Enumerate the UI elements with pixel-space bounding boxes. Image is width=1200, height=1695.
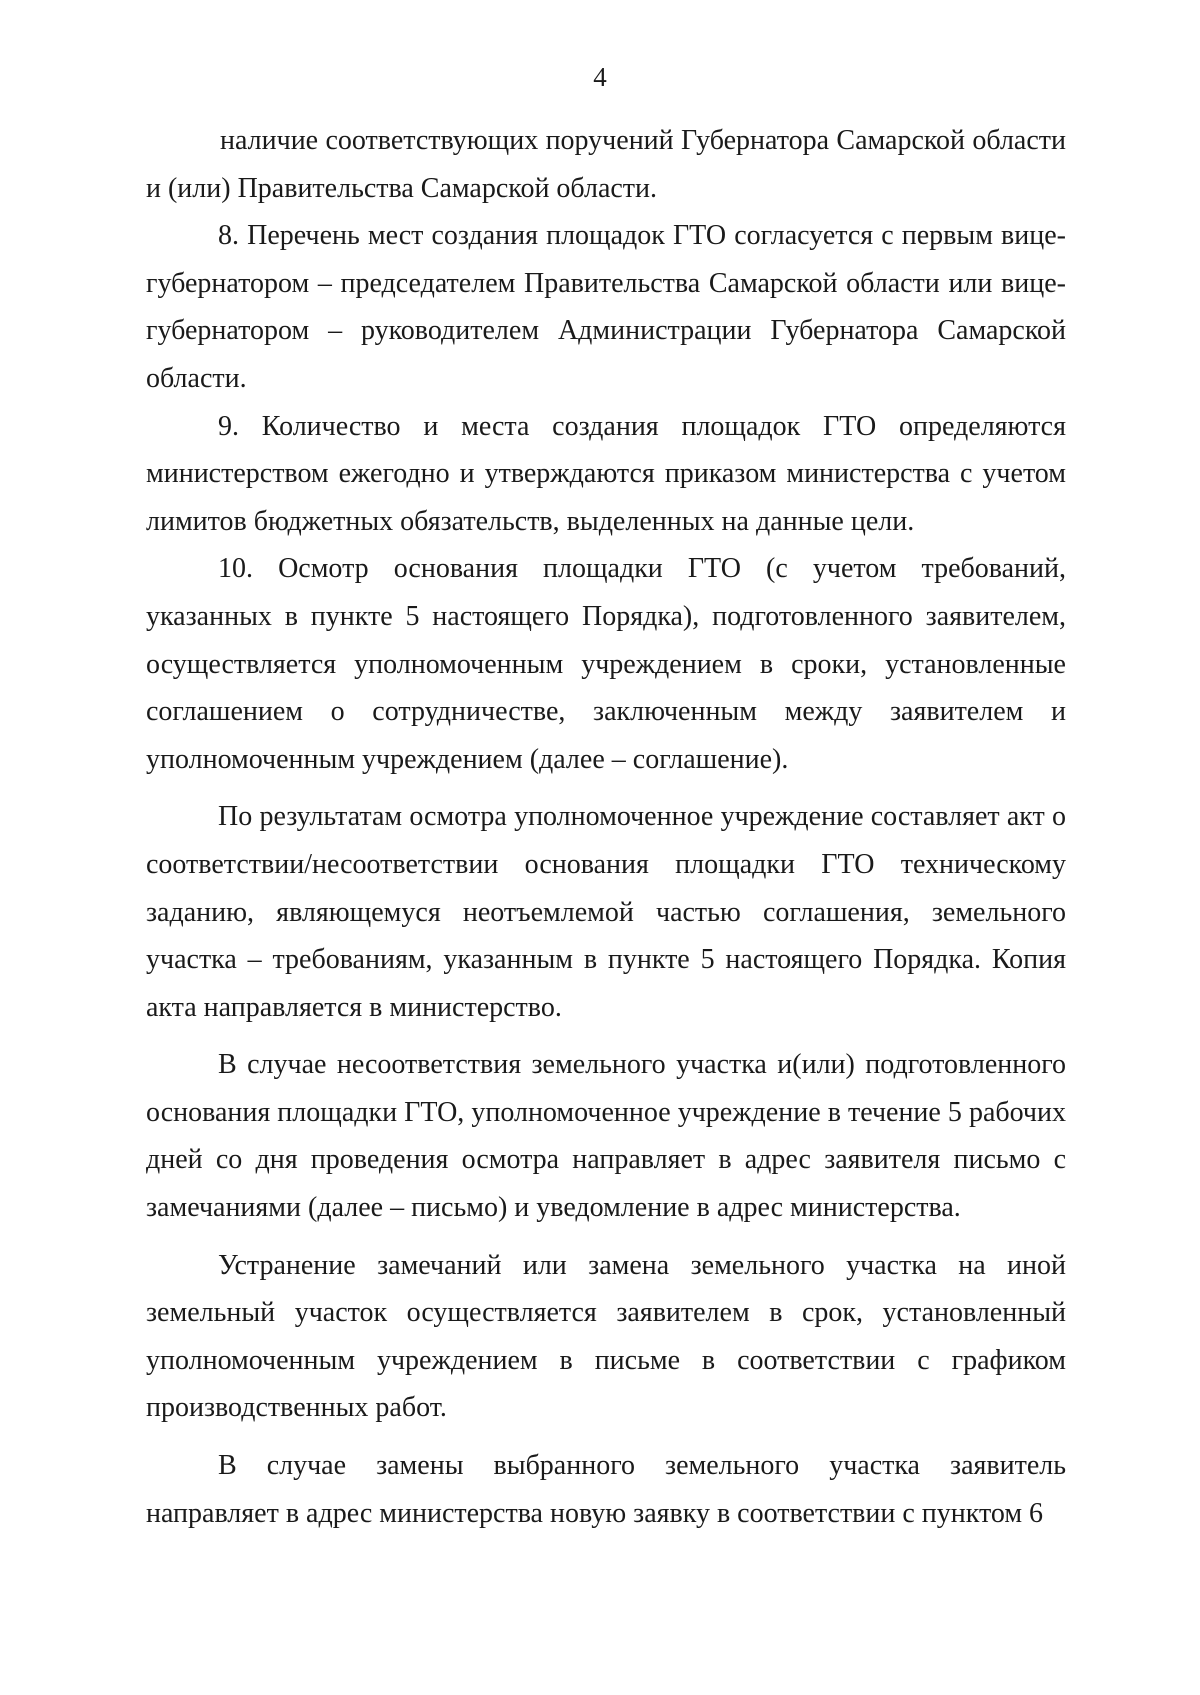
document-body (146, 117, 1066, 1537)
paragraph-nonconformity: В случае несоответствия земельного участка и(или) подготовленного основания площадки ГТО, уполномоченное учреждение в течение 5 рабочих дней со дня проведения осмотра направляет в адрес заявителя письмо с замечаниями (далее – письмо) и уведомление в адрес министерства. (146, 1049, 1066, 1224)
paragraph-item-8: 8. Перечень мест создания площадок ГТО согласуется с первым вице-губернатором – председателем Правительства Самарской области или вице-губернатором – руководителем Администрации Губернатора Самарской области. (146, 220, 1066, 394)
paragraph-item-9: 9. Количество и места создания площадок ГТО определяются министерством ежегодно и утверждаются приказом министерства с учетом лимитов бюджетных обязательств, выделенных на данные цели. (146, 410, 1066, 537)
paragraph-item-10: 10. Осмотр основания площадки ГТО (с учетом требований, указанных в пункте 5 настоящего Порядка), подготовленного заявителем, осуществляется уполномоченным учреждением в сроки, установленные соглашением о сотрудничестве, заключенным между заявителем и уполномоченным учреждением (далее – соглашение). (146, 553, 1066, 775)
paragraph-remedy: Устранение замечаний или замена земельного участка на иной земельный участок осуществляется заявителем в срок, установленный уполномоченным учреждением в письме в соответствии с графиком производственных работ. (146, 1249, 1066, 1424)
paragraph-inspection-results: По результатам осмотра уполномоченное учреждение составляет акт о соответствии/несоответствии основания площадки ГТО техническому заданию, являющемуся неотъемлемой частью соглашения, земельного участка – требованиям, указанным в пункте 5 настоящего Порядка. Копия акта направляется в министерство. (146, 801, 1066, 1023)
paragraph-replacement: В случае замены выбранного земельного участка заявитель направляет в адрес министерства новую заявку в соответствии с пунктом 6 (146, 1450, 1066, 1529)
paragraph-continuation: наличие соответствующих поручений Губернатора Самарской области и (или) Правительства Самарской области. (146, 125, 1066, 204)
page-number: 4 (593, 62, 607, 92)
